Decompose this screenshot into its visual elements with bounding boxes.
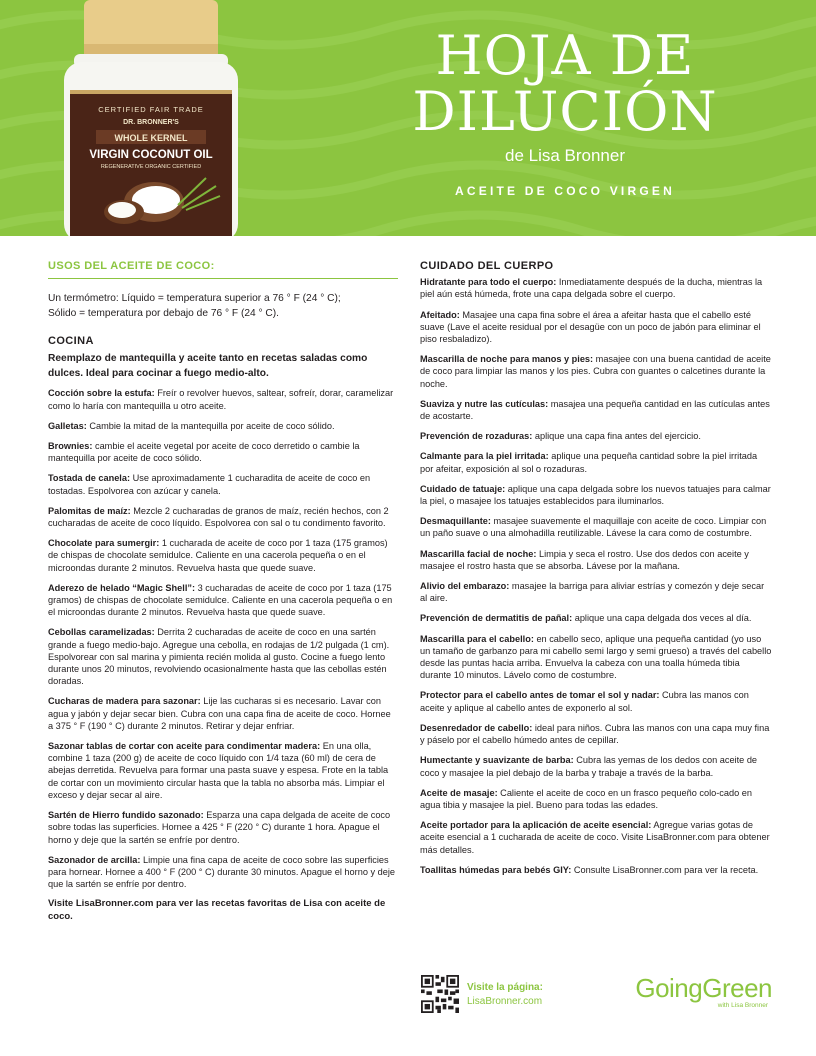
cooking-entry-text: Cambie la mitad de la mantequilla por aceite de coco sólido. [86, 420, 335, 431]
body-care-entry-text: en cabello seco, aplique una pequeña cantidad (yo uso un tamaño de garbanzo para mi cabello semi largo y semi grueso) a través del cabello desde las puntas hacia arriba. Envuelva la cabeza con una toalla húmeda tibia durante 10 minutos. Lávelo como de costumbre. [420, 633, 772, 681]
body-care-entry-label: Hidratante para todo el cuerpo: [420, 277, 557, 288]
jar-label-line5: REGENERATIVE ORGANIC CERTIFIED [100, 164, 202, 170]
body-care-entry-label: Protector para el cabello antes de tomar el sol y nadar: [420, 690, 660, 701]
body-care-entry-text: Masajee una capa fina sobre el área a afeitar hasta que el cabello esté suave (Lave el aceite residual por el desagüe con un poco de jabón para eliminar el piso resbaladizo). [420, 309, 761, 345]
body-care-entry [420, 612, 772, 624]
body-care-entry [420, 819, 772, 856]
cooking-entries [48, 387, 398, 890]
cooking-entry-text: 3 cucharadas de aceite de coco por 1 taza (175 gramos) de chispas de chocolate semidulce. Caliente en una cacerola pequeña o en el microondas durante 2 minutos. Revuelva hasta que quede suave. [48, 582, 393, 618]
cooking-entry-text: Use aproximadamente 1 cucharadita de aceite de coco en tostadas. Espolvorea con azúcar y canela. [48, 473, 371, 496]
title-block [330, 24, 800, 198]
body-care-entry-text: masajee la barriga para aliviar estrías y comezón y deje secar al aire. [420, 581, 765, 604]
cooking-entry [48, 809, 398, 846]
body-care-entry-text: Cubra las yemas de los dedos con aceite de coco y masajee la piel debajo de la barba y trabaje a través de la barba. [420, 755, 758, 778]
body-care-entry [420, 483, 772, 507]
body-care-entry [420, 398, 772, 422]
body-care-entry-text: Consulte LisaBronner.com para ver la receta. [571, 864, 759, 875]
body-care-entry-text: ideal para niños. Cubra las manos con una capa muy fina y páselo por el cabello húmedo antes de cepillar. [420, 722, 770, 746]
cooking-entry [48, 537, 398, 574]
qr-code-icon[interactable] [421, 975, 459, 1013]
body-care-entry [420, 864, 772, 876]
cooking-entry [48, 740, 398, 801]
body-care-entry [420, 430, 772, 442]
cooking-entry-text: Freír o revolver huevos, saltear, sofreír, dorar, caramelizar como lo haría con mantequilla u otro aceite. [48, 388, 394, 411]
body-care-entry [420, 633, 772, 682]
cooking-entry-label: Cucharas de madera para sazonar: [48, 696, 201, 707]
temperature-line-liquid: Un termómetro: Líquido = temperatura superior a 76 ° F (24 ° C); [48, 293, 341, 305]
cooking-entry-text: Esparza una capa delgada de aceite de coco sobre todas las superficies. Hornee a 425 ° F (220 ° C) durante 1 hora. Apague el horno y deje que la sartén se enfríe por dentro. [48, 810, 391, 845]
body-care-entry [420, 787, 772, 811]
coconut-oil-jar [56, 0, 246, 236]
body-care-entry [420, 276, 772, 300]
body-care-entry-label: Suaviza y nutre las cutículas: [420, 398, 549, 409]
body-care-entry-text: Limpia y seca el rostro. Use dos dedos con aceite y masajee el rostro hasta que se absorba. Lávese por la mañana. [420, 548, 749, 571]
body-care-entry [420, 689, 772, 713]
cooking-entry-label: Brownies: [48, 441, 93, 452]
jar-label-line4: VIRGIN COCONUT OIL [89, 149, 213, 161]
body-care-entry-label: Toallitas húmedas para bebés GIY: [420, 864, 572, 875]
cooking-entry [48, 582, 398, 619]
jar-label-line2: DR. BRONNER'S [123, 119, 179, 126]
uses-heading: USOS DEL ACEITE DE COCO: [48, 256, 398, 279]
body-care-entry-label: Prevención de dermatitis de pañal: [420, 613, 573, 624]
temperature-line-solid: Sólido = temperatura por debajo de 76 ° F (24 ° C). [48, 308, 279, 320]
body-care-entry [420, 515, 772, 539]
cooking-entry-label: Sartén de Hierro fundido sazonado: [48, 810, 204, 821]
body-care-entry-label: Mascarilla para el cabello: [420, 633, 534, 644]
cooking-heading: COCINA [48, 335, 94, 348]
body-care-entry-text: aplique una capa delgada sobre los nuevos tatuajes para calmar la piel, o masajee los tatuajes establecidos para iluminarlos. [420, 483, 771, 507]
body-care-heading: CUIDADO DEL CUERPO [420, 260, 554, 272]
logo-sub-text: with Lisa Bronner [717, 1002, 768, 1009]
body-care-entry-text: Cubra las manos con aceite y aplique al cabello antes de exponerlo al sol. [420, 690, 749, 713]
cooking-entry [48, 440, 398, 464]
body-care-entry-text: masajee con una buena cantidad de aceite de coco para limpiar las manos y los pies. Cubra con guantes o calcetines durante la noche. [420, 354, 771, 389]
cooking-entry-label: Sazonar tablas de cortar con aceite para condimentar madera: [48, 741, 321, 752]
cooking-entry-text: 1 cucharada de aceite de coco por 1 taza (175 gramos) de chispas de chocolate semidulce. Caliente en una cacerola pequeña o en el microondas durante 2 minutos. Revuelva hasta que quede suave. [48, 538, 388, 573]
cooking-entry-label: Sazonador de arcilla: [48, 854, 141, 865]
header-banner [0, 0, 816, 236]
author-byline: de Lisa Bronner [504, 146, 626, 165]
body-care-entry-label: Calmante para la piel irritada: [420, 451, 549, 462]
body-care-entry-text: masajea una pequeña cantidad en las cutículas antes de acostarte. [420, 398, 770, 422]
page-title-line1: HOJA DE [435, 24, 695, 87]
body-care-entry [420, 580, 772, 604]
cooking-entry [48, 387, 398, 411]
body-care-entries [420, 276, 772, 876]
jar-label-line3: WHOLE KERNEL [114, 133, 188, 143]
recipes-footer-note: Visite LisaBronner.com para ver las recetas favoritas de Lisa con aceite de coco. [48, 898, 386, 922]
body-care-entry-label: Desenredador de cabello: [420, 722, 533, 733]
body-care-entry-label: Aceite portador para la aplicación de aceite esencial: [420, 820, 652, 831]
body-care-entry [420, 754, 772, 778]
cooking-entry-label: Chocolate para sumergir: [48, 538, 160, 549]
going-green-logo [612, 974, 772, 1010]
body-care-entry-label: Desmaquillante: [420, 516, 491, 527]
visit-url-link[interactable]: LisaBronner.com [467, 996, 543, 1007]
right-column [420, 256, 772, 884]
cooking-entry-text: Limpie una fina capa de aceite de coco sobre las superficies para hornear. Hornee a 400 ° F (200 ° C) durante 30 minutos. Apague el horno y deje que la sartén se enfríe por dentro. [48, 854, 395, 890]
body-care-entry-text: aplique una capa delgada dos veces al día. [572, 613, 752, 624]
cooking-entry-text: Lije las cucharas si es necesario. Lavar con agua y jabón y dejar secar bien. Cubra con una capa fina de aceite de coco. Hornee a 375 ° F (190 ° C) durante 2 minutos. Retirar y dejar enfriar. [48, 696, 391, 731]
body-care-entry-text: Inmediatamente después de la ducha, mientras la piel aún está húmeda, frote una capa delgada sobre el cuerpo. [420, 277, 763, 300]
jar-label-line1: CERTIFIED FAIR TRADE [98, 105, 204, 114]
cooking-entry-text: En una olla, combine 1 taza (200 g) de aceite de coco líquido con 1/4 taza (60 ml) de cera de abejas derretida. Revuelva para formar una pasta suave y espesa. Frote en la tabla de cortar con un movimiento circular hasta que la tabla no absorba más. Limpiar el exceso y dejar secar al aire. [48, 741, 389, 800]
body-care-entry-text: aplique una pequeña cantidad sobre la piel irritada por afeitar, exposición al sol o rozaduras. [420, 451, 758, 474]
body-care-entry-label: Alivio del embarazo: [420, 581, 510, 592]
body-care-entry [420, 309, 772, 346]
body-care-entry [420, 353, 772, 390]
body-care-entry-text: aplique una capa fina antes del ejercicio. [532, 431, 701, 442]
cooking-entry-label: Aderezo de helado “Magic Shell”: [48, 582, 196, 593]
body-care-entry [420, 722, 772, 746]
logo-main-text: GoingGreen [635, 973, 772, 1003]
body-care-entry-text: Caliente el aceite de coco en un frasco pequeño colo-cado en agua tibia y masajee la piel. Bueno para todas las edades. [420, 787, 752, 810]
cooking-entry-label: Tostada de canela: [48, 473, 131, 484]
cooking-entry-label: Palomitas de maíz: [48, 505, 131, 516]
visit-label: Visite la página: [467, 982, 543, 993]
page-title-line2: DILUCIÓN [412, 80, 718, 143]
body-care-entry-text: Agregue varias gotas de aceite esencial a 1 cucharada de aceite de coco. Visite LisaBronner.com para obtener más detalles. [420, 820, 770, 855]
body-care-entry-label: Mascarilla facial de noche: [420, 548, 537, 559]
cooking-entry [48, 854, 398, 891]
cooking-entry-label: Cebollas caramelizadas: [48, 627, 155, 638]
cooking-entry [48, 626, 398, 687]
body-care-entry-label: Cuidado de tatuaje: [420, 483, 506, 494]
body-care-entry-label: Afeitado: [420, 309, 460, 320]
body-care-entry [420, 548, 772, 572]
visit-block [467, 981, 543, 1009]
cooking-entry [48, 472, 398, 496]
body-care-entry-text: masajee suavemente el maquillaje con aceite de coco. Limpiar con un paño suave o una almohadilla reutilizable. Lávese la cara como de costumbre. [420, 516, 767, 539]
cooking-entry [48, 695, 398, 732]
body-care-entry-label: Prevención de rozaduras: [420, 431, 533, 442]
cooking-entry-text: Derrita 2 cucharadas de aceite de coco en una sartén grande a fuego medio-bajo. Agregue una cebolla, en rodajas de 1/2 pulgada (1 cm). Espolvorear con sal marina y pimienta recién molida al gusto. Cocine a fuego lento durante unos 20 minutos, revolviendo ocasionalmente hasta que las cebollas estén doradas. [48, 627, 390, 687]
cooking-entry-text: Mezcle 2 cucharadas de granos de maíz, recién hechos, con 2 cucharadas de aceite de coco líquido. Espolvorea con sal o tu condimento favorito. [48, 505, 389, 529]
body-care-entry-label: Aceite de masaje: [420, 787, 498, 798]
cooking-entry-label: Galletas: [48, 420, 87, 431]
body-care-entry-label: Humectante y suavizante de barba: [420, 755, 574, 766]
page-subtitle: ACEITE DE COCO VIRGEN [455, 184, 675, 198]
body-care-entry [420, 450, 772, 474]
cooking-intro: Reemplazo de mantequilla y aceite tanto en recetas saladas como dulces. Ideal para cocinar a fuego medio-alto. [48, 353, 368, 380]
left-column [48, 256, 398, 923]
cooking-entry-text: cambie el aceite vegetal por aceite de coco derretido o cambie la mantequilla por aceite de coco sólido. [48, 441, 360, 464]
cooking-entry [48, 420, 398, 432]
body-care-entry-label: Mascarilla de noche para manos y pies: [420, 354, 594, 365]
cooking-entry-label: Cocción sobre la estufa: [48, 388, 155, 399]
cooking-entry [48, 505, 398, 529]
